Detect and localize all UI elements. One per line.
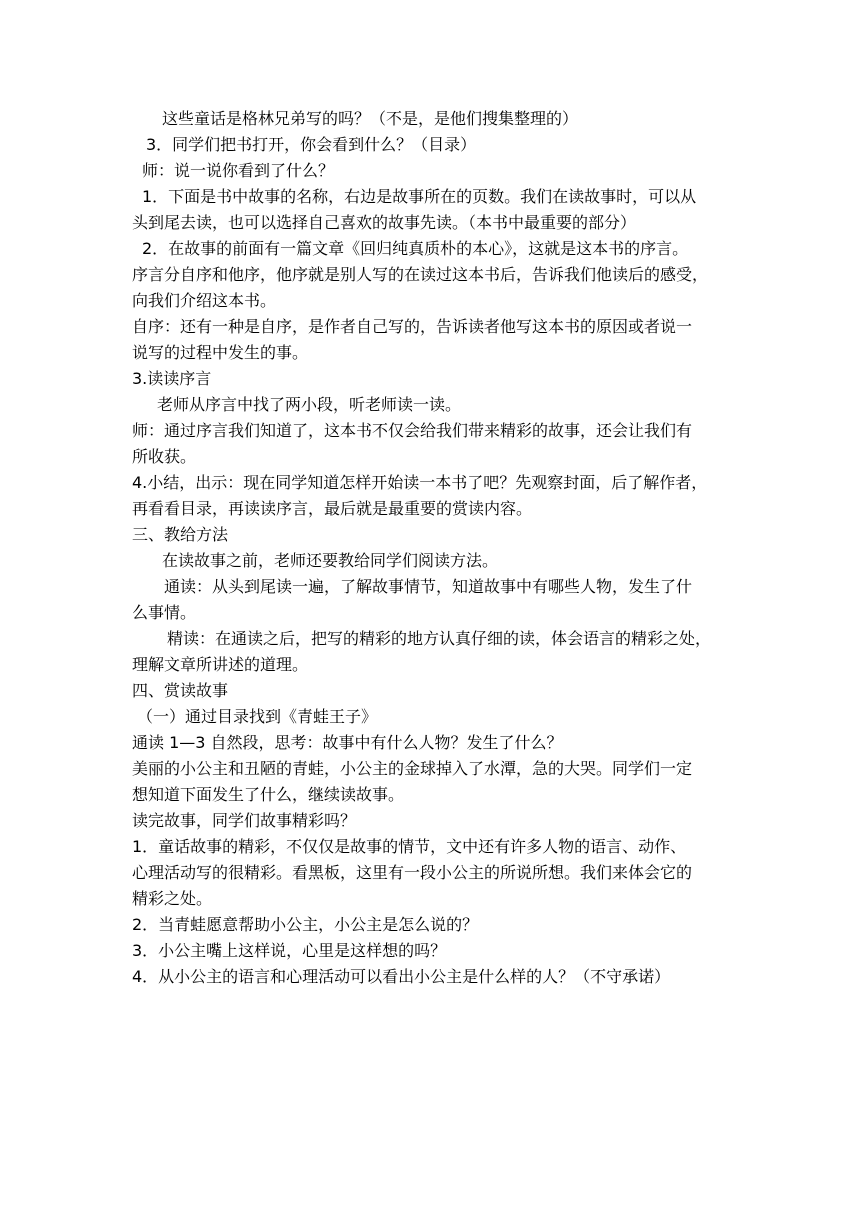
text-line: 通读 1—3 自然段，思考：故事中有什么人物？发生了什么？ bbox=[132, 733, 563, 752]
text-line: 么事情。 bbox=[132, 603, 197, 622]
section-heading: 三、教给方法 bbox=[132, 525, 229, 544]
text-line: 自序：还有一种是自序，是作者自己写的，告诉读者他写这本书的原因或者说一 bbox=[132, 317, 693, 336]
text-line: 老师从序言中找了两小段，听老师读一读。 bbox=[157, 395, 462, 414]
text-line: 通读：从头到尾读一遍，了解故事情节，知道故事中有哪些人物，发生了什 bbox=[164, 577, 693, 596]
text-line: 师：通过序言我们知道了，这本书不仅会给我们带来精彩的故事，还会让我们有 bbox=[132, 421, 693, 440]
text-line: 这些童话是格林兄弟写的吗？（不是，是他们搜集整理的） bbox=[162, 109, 579, 128]
text-line: 所收获。 bbox=[132, 447, 197, 466]
document-body bbox=[132, 106, 732, 990]
text-line: 师：说一说你看到了什么？ bbox=[142, 161, 335, 180]
text-line: 头到尾去读，也可以选择自己喜欢的故事先读。（本书中最重要的部分） bbox=[132, 213, 637, 232]
text-line: 4.小结，出示：现在同学知道怎样开始读一本书了吧？先观察封面，后了解作者， bbox=[132, 473, 708, 492]
text-line: 读完故事，同学们故事精彩吗？ bbox=[132, 811, 357, 830]
text-line: 2．在故事的前面有一篇文章《回归纯真质朴的本心》，这就是这本书的序言。 bbox=[142, 239, 689, 258]
text-line: （一）通过目录找到《青蛙王子》 bbox=[137, 707, 378, 726]
text-line: 说写的过程中发生的事。 bbox=[132, 343, 309, 362]
section-heading: 四、赏读故事 bbox=[132, 681, 229, 700]
text-line: 想知道下面发生了什么，继续读故事。 bbox=[132, 785, 405, 804]
text-line: 美丽的小公主和丑陋的青蛙，小公主的金球掉入了水潭，急的大哭。同学们一定 bbox=[132, 759, 693, 778]
text-line: 3.读读序言 bbox=[132, 369, 212, 388]
text-line: 在读故事之前，老师还要教给同学们阅读方法。 bbox=[162, 551, 499, 570]
text-line: 4．从小公主的语言和心理活动可以看出小公主是什么样的人？（不守承诺） bbox=[132, 967, 671, 986]
text-line: 1．下面是书中故事的名称，右边是故事所在的页数。我们在读故事时，可以从 bbox=[142, 187, 697, 206]
text-line: 3．小公主嘴上这样说，心里是这样想的吗？ bbox=[132, 941, 447, 960]
text-line: 理解文章所讲述的道理。 bbox=[132, 655, 309, 674]
text-line: 再看看目录，再读读序言，最后就是最重要的赏读内容。 bbox=[132, 499, 533, 518]
text-line: 1．童话故事的精彩，不仅仅是故事的情节，文中还有许多人物的语言、动作、 bbox=[132, 837, 687, 856]
text-line: 2．当青蛙愿意帮助小公主，小公主是怎么说的？ bbox=[132, 915, 479, 934]
text-line: 精读：在通读之后，把写的精彩的地方认真仔细的读，体会语言的精彩之处， bbox=[167, 629, 712, 648]
text-line: 3．同学们把书打开，你会看到什么？（目录） bbox=[146, 135, 477, 154]
text-line: 序言分自序和他序，他序就是别人写的在读过这本书后，告诉我们他读后的感受， bbox=[132, 265, 709, 284]
text-line: 心理活动写的很精彩。看黑板，这里有一段小公主的所说所想。我们来体会它的 bbox=[132, 863, 693, 882]
text-line: 精彩之处。 bbox=[132, 889, 213, 908]
text-line: 向我们介绍这本书。 bbox=[132, 291, 277, 310]
